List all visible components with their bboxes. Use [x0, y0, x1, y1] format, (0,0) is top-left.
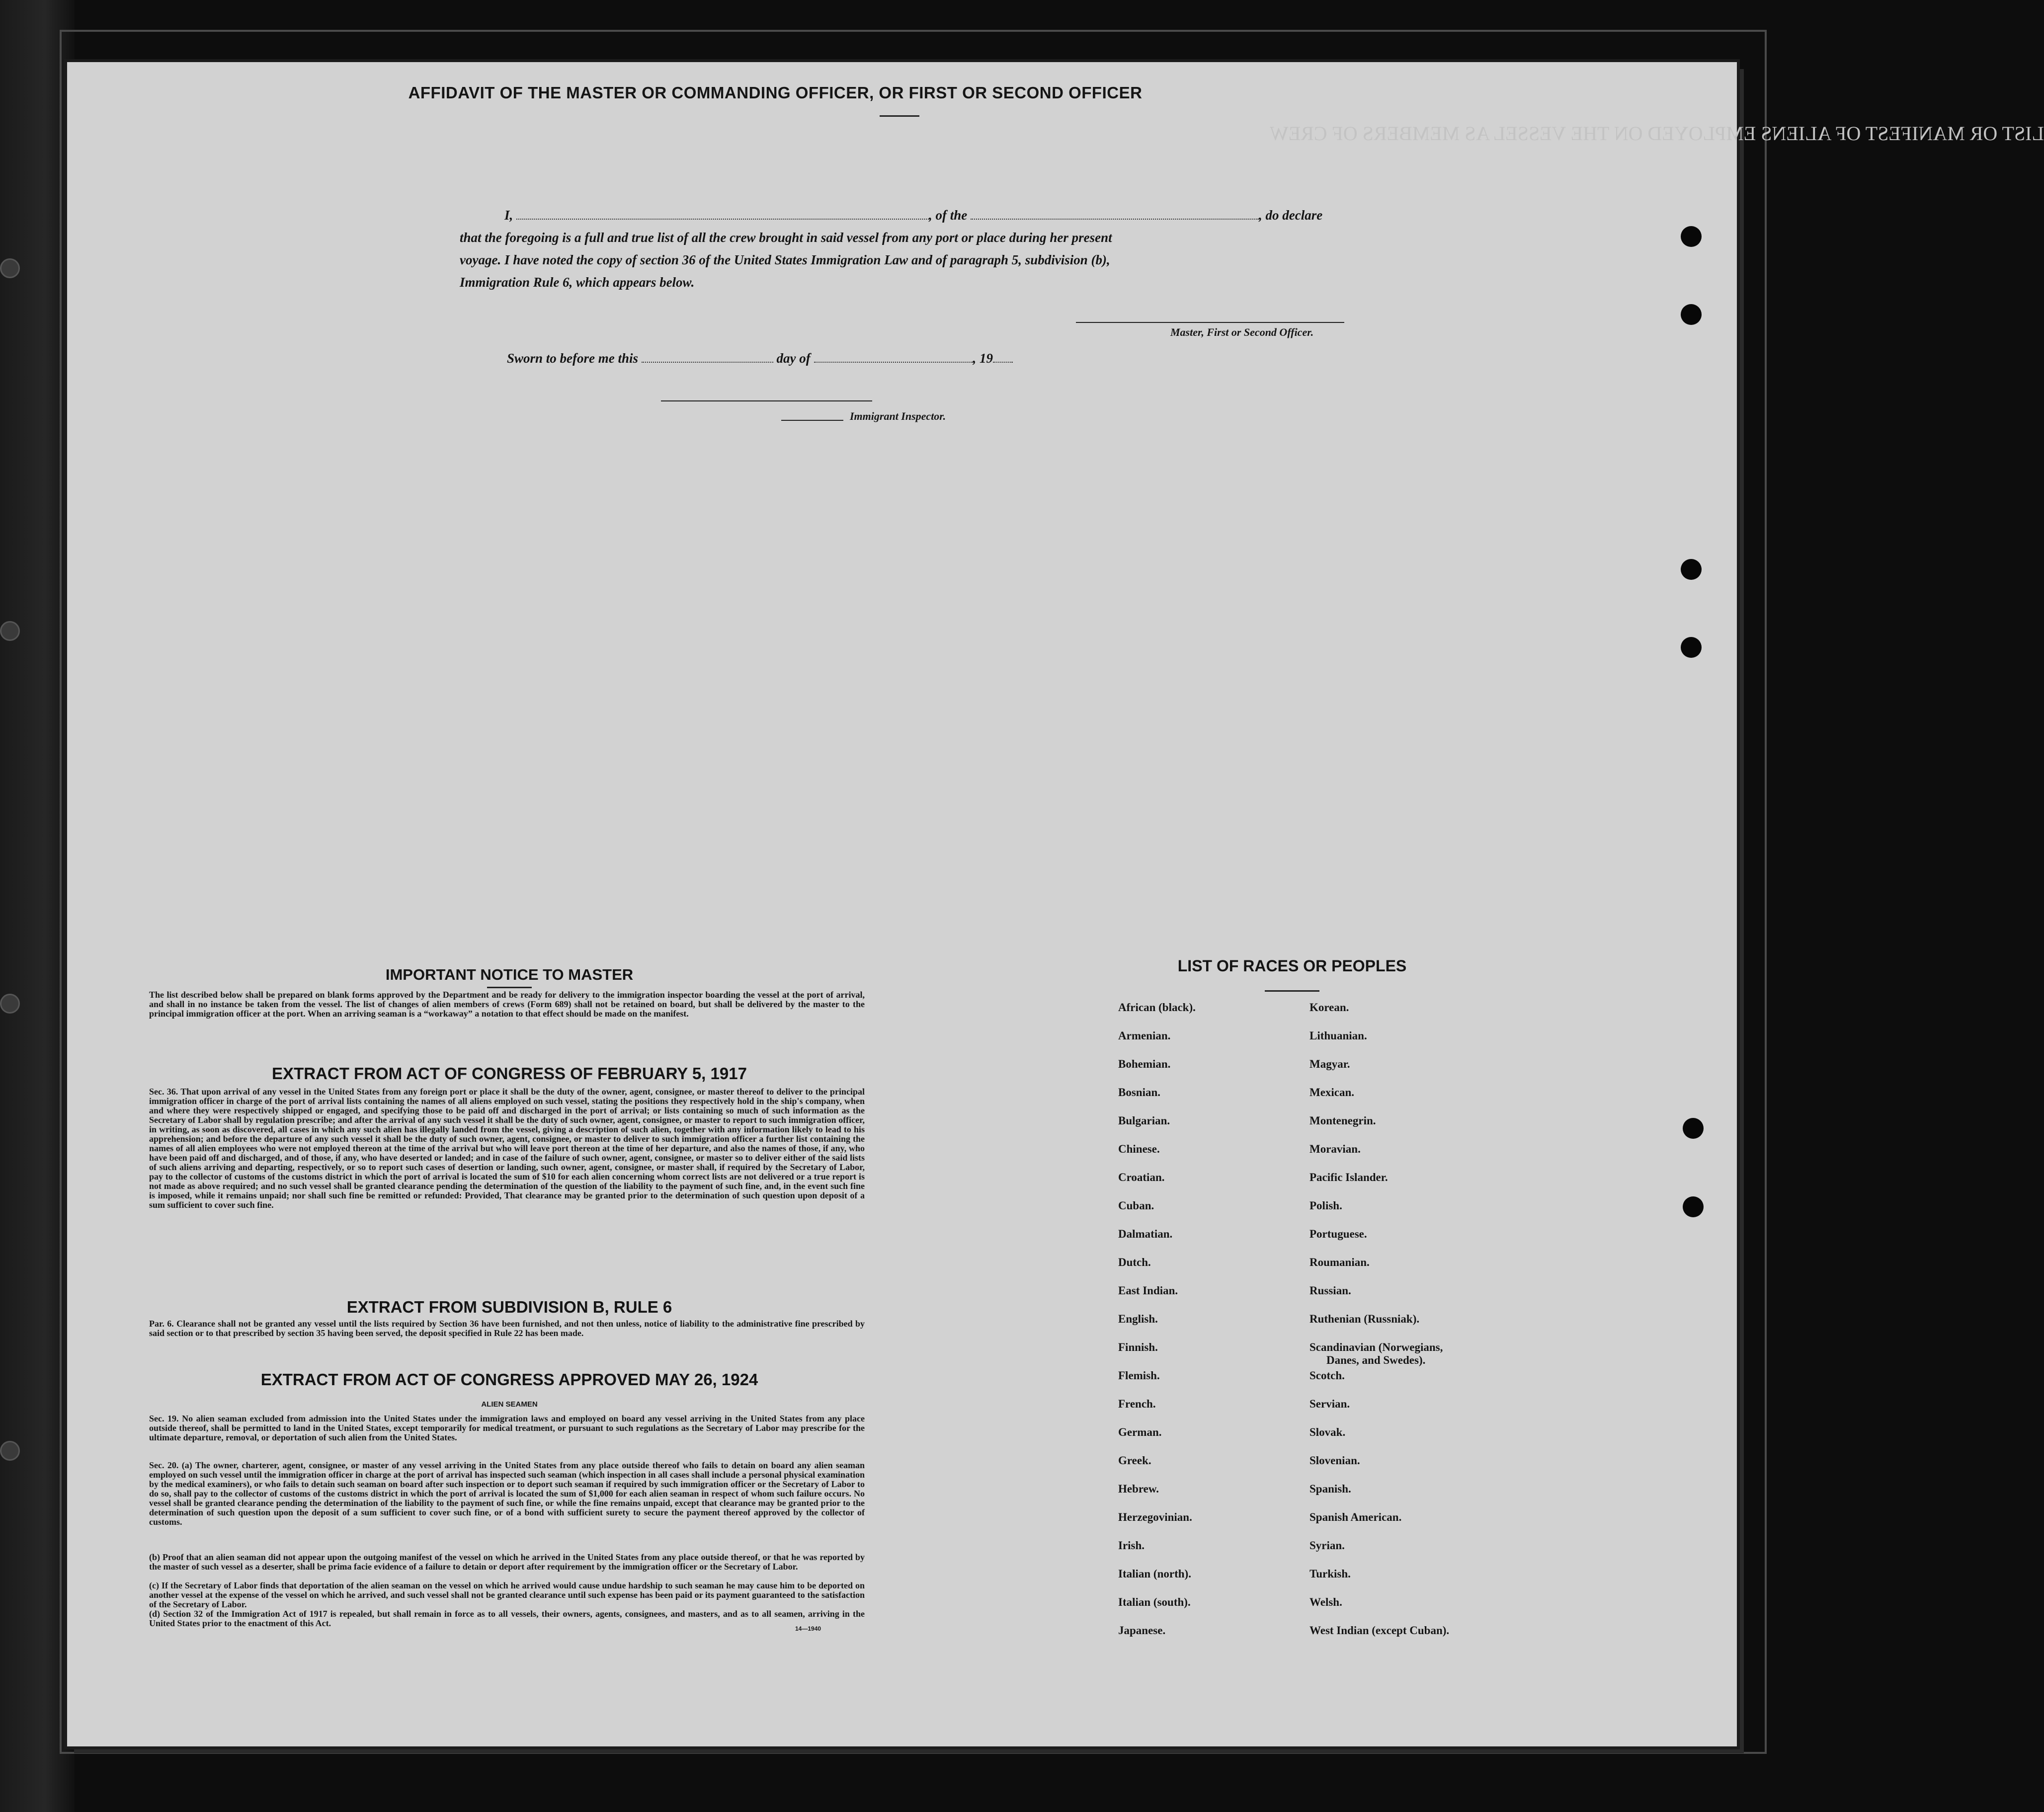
race-item: Spanish.	[1309, 1483, 1351, 1495]
races-rule	[1265, 990, 1319, 992]
alien-seamen-caption: ALIEN SEAMEN	[481, 1400, 538, 1409]
extract-1917-text: Sec. 36. That upon arrival of any vessel in the United States from any foreign port or place it shall be the duty of the owner, agent, consignee, or master thereof to deliver to the principal immigration officer in charge of the port of arrival lists containing the names of all aliens employed on such vessel, stating the positions they respectively hold in the ship's company, when and where they were respectively shipped or engaged, and specifying those to be paid off and discharged in the port of arrival; or lists containing so much of such information as the Secretary of Labor shall by regulation prescribe; and after the arrival of any such vessel it shall be the duty of such owner, agent, consignee, or master to report to such immigration officer, in writing, as soon as discovered, all cases in which any such alien has illegally landed from the vessel, giving a description of such alien, together with any information likely to lead to his apprehension; and before the departure of any such vessel it shall be the duty of such owner, agent, consignee, or master to deliver to such immigration officer a further list containing the names of all alien employees who were not employed thereon at the time of the arrival but who will leave port thereon at the time of her departure, and also the names of those, if any, who have been paid off and discharged, and of those, if any, who have deserted or landed; and in case of the failure of such owner, agent, consignee, or master so to deliver either of the said lists of such aliens arriving and departing, respectively, or so to report such cases of desertion or landing, such owner, agent, consignee, or master shall, if required by the Secretary of Labor, pay to the collector of customs of the customs district in which the port of arrival is located the sum of $10 for each alien concerning whom correct lists are not delivered or a true report is not made as above required; and no such vessel shall be granted clearance pending the determination of the question of the liability to the payment of such fine, and, in the event such fine is imposed, while it remains unpaid; nor shall such fine be remitted or refunded: Provided, That clearance may be granted prior to the determination of such question upon deposit of a sum sufficient to cover such fine.	[149, 1087, 865, 1210]
race-item: Croatian.	[1118, 1171, 1165, 1183]
binder-hole	[0, 994, 20, 1014]
race-item: Mexican.	[1309, 1086, 1355, 1099]
day-of-label: day of	[776, 351, 811, 366]
extract-1924-sec20c: (c) If the Secretary of Labor finds that deportation of the alien seaman on the vessel on which he arrived would cause undue hardship to such seaman he may cause him to be deported on another vessel at the expense of the vessel on which he arrived, and such vessel shall not be granted clearance until such expense has been paid or its payment guaranteed to the satisfaction of the Secretary of Labor.	[149, 1580, 865, 1609]
race-item: Dutch.	[1118, 1256, 1151, 1268]
title-rule	[880, 115, 919, 117]
notice-title: IMPORTANT NOTICE TO MASTER	[385, 966, 634, 983]
race-item: Lithuanian.	[1309, 1029, 1367, 1042]
race-item: East Indian.	[1118, 1284, 1178, 1297]
race-item: Armenian.	[1118, 1029, 1171, 1042]
race-item: French.	[1118, 1398, 1156, 1410]
bleed-through-text: LIST OR MANIFEST OF ALIENS EMPLOYED ON THE VESSEL AS MEMBERS OF CREW	[1270, 122, 2044, 145]
extract-rule6-title: EXTRACT FROM SUBDIVISION B, RULE 6	[346, 1298, 672, 1316]
races-right-column	[1309, 1001, 1449, 1653]
punch-hole	[1681, 304, 1702, 325]
inspector-signature-line-short[interactable]	[781, 420, 843, 421]
race-item: Roumanian.	[1309, 1256, 1370, 1268]
race-item: Russian.	[1309, 1284, 1351, 1297]
master-signature-line[interactable]	[1076, 322, 1344, 323]
race-item: Bosnian.	[1118, 1086, 1161, 1099]
race-item: Herzegovinian.	[1118, 1511, 1192, 1523]
affidavit-i: I,	[504, 208, 513, 223]
punch-hole	[1683, 1196, 1704, 1217]
extract-rule6-text: Par. 6. Clearance shall not be granted any vessel until the lists required by Section 36 have been furnished, and not then unless, notice of liability to the administrative fine prescribed by said section or to that prescribed by section 35 having been served, the deposit specified in Rule 22 has been made.	[149, 1319, 865, 1338]
extract-1917-title: EXTRACT FROM ACT OF CONGRESS OF FEBRUARY 5, 1917	[272, 1064, 747, 1083]
inspector-signature-line[interactable]	[661, 400, 872, 401]
affidavit-line-3: voyage. I have noted the copy of section 36 of the United States Immigration Law and of paragraph 5, subdivision (b),	[460, 252, 1110, 267]
sworn-year-blank[interactable]	[993, 362, 1013, 363]
notice-rule	[487, 987, 532, 988]
affidavit-of-the: , of the	[929, 208, 968, 223]
affidavit-title: AFFIDAVIT OF THE MASTER OR COMMANDING OFFICER, OR FIRST OR SECOND OFFICER	[408, 83, 1143, 102]
race-item: Syrian.	[1309, 1539, 1345, 1552]
race-item: African (black).	[1118, 1001, 1196, 1014]
race-item: Spanish American.	[1309, 1511, 1402, 1523]
race-item: Bulgarian.	[1118, 1114, 1170, 1127]
races-title: LIST OF RACES OR PEOPLES	[1177, 957, 1407, 975]
affidavit-line-1	[504, 208, 1322, 223]
race-item: Hebrew.	[1118, 1483, 1159, 1495]
sworn-day-blank[interactable]	[642, 362, 773, 363]
race-item: Servian.	[1309, 1398, 1350, 1410]
race-item: Dalmatian.	[1118, 1228, 1173, 1240]
race-item: Korean.	[1309, 1001, 1349, 1014]
extract-1924-title: EXTRACT FROM ACT OF CONGRESS APPROVED MAY 26, 1924	[260, 1370, 758, 1389]
race-item: Greek.	[1118, 1454, 1151, 1467]
affidavit-line-4: Immigration Rule 6, which appears below.	[460, 275, 695, 290]
year-prefix: , 19	[973, 351, 993, 366]
race-item: Slovenian.	[1309, 1454, 1360, 1467]
punch-hole	[1681, 637, 1702, 658]
race-item: Bohemian.	[1118, 1058, 1171, 1070]
vessel-blank[interactable]	[971, 219, 1259, 220]
extract-1924-sec19: Sec. 19. No alien seaman excluded from admission into the United States under the immigration laws and employed on board any vessel arriving in the United States from any place outside thereof, shall be permitted to land in the United States, except temporarily for medical treatment, or pursuant to such regulations as the Secretary of Labor may prescribe for the ultimate departure, removal, or deportation of such alien from the United States.	[149, 1414, 865, 1442]
race-item: Portuguese.	[1309, 1228, 1367, 1240]
affidavit-line-2: that the foregoing is a full and true list of all the crew brought in said vessel from any port or place during her present	[460, 230, 1112, 245]
race-item: Polish.	[1309, 1199, 1342, 1212]
punch-hole	[1681, 226, 1702, 247]
race-item: Scandinavian (Norwegians, Danes, and Swedes).	[1309, 1341, 1443, 1366]
inspector-label: Immigrant Inspector.	[850, 410, 946, 422]
race-item: Flemish.	[1118, 1369, 1160, 1382]
race-item: Turkish.	[1309, 1568, 1351, 1580]
sworn-line	[507, 351, 1013, 366]
race-item: German.	[1118, 1426, 1162, 1438]
extract-1924-sec20a: Sec. 20. (a) The owner, charterer, agent, consignee, or master of any vessel arriving in the United States from any place outside thereof who fails to detain on board any alien seaman employed on such vessel until the immigration officer in charge at the port of arrival has inspected such seaman (which inspection in all cases shall include a personal physical examination by the medical examiners), or who fails to detain such seaman on board after such inspection or to deport such seaman if required by such immigration officer or the Secretary of Labor to do so, shall pay to the collector of customs of the customs district in which the port of arrival is located the sum of $1,000 for each alien seaman in respect of whom such failure occurs. No vessel shall be granted clearance pending the determination of the liability to the payment of such fine, or while the fine remains unpaid, except that clearance may be granted prior to the determination of such question upon the deposit of a sum sufficient to cover such fine, or of a bond with sufficient surety to secure the payment thereof approved by the collector of customs.	[149, 1460, 865, 1527]
race-item: Magyar.	[1309, 1058, 1350, 1070]
races-left-column	[1118, 1001, 1196, 1653]
punch-hole	[1681, 559, 1702, 580]
race-item: English.	[1118, 1313, 1158, 1325]
race-item: Cuban.	[1118, 1199, 1154, 1212]
race-item: Scotch.	[1309, 1369, 1345, 1382]
extract-1924-sec20d: (d) Section 32 of the Immigration Act of 1917 is repealed, but shall remain in force as to all vessels, their owners, agents, consignees, and masters, and as to all seamen, arriving in the United States prior to the enactment of this Act.	[149, 1609, 865, 1628]
sworn-label: Sworn to before me this	[507, 351, 639, 366]
race-item: Italian (north).	[1118, 1568, 1191, 1580]
race-item: Finnish.	[1118, 1341, 1158, 1353]
binder-hole	[0, 1441, 20, 1461]
race-item: Chinese.	[1118, 1143, 1160, 1155]
extract-1924-sec20b: (b) Proof that an alien seaman did not appear upon the outgoing manifest of the vessel on which he arrived in the United States from any place outside thereof, or that he was reported by the master of such vessel as a deserter, shall be prima facie evidence of a failure to detain or deport after requirement by the immigration officer or the Secretary of Labor.	[149, 1552, 865, 1572]
race-item: Italian (south).	[1118, 1596, 1191, 1608]
race-item: Welsh.	[1309, 1596, 1342, 1608]
race-item: Pacific Islander.	[1309, 1171, 1388, 1183]
race-item: Irish.	[1118, 1539, 1145, 1552]
form-number: 14—1940	[795, 1625, 821, 1632]
binder-hole	[0, 621, 20, 641]
race-item: Japanese.	[1118, 1624, 1166, 1637]
notice-text: The list described below shall be prepared on blank forms approved by the Department and be ready for delivery to the immigration inspector boarding the vessel at the port of arrival, and shall in no instance be taken from the vessel. The list of changes of alien members of crews (Form 689) shall not be retained on board, but shall be delivered by the master to the principal immigration officer at the port. When an arriving seaman is a “workaway” a notation to that effect should be made on the manifest.	[149, 990, 865, 1019]
race-item: Montenegrin.	[1309, 1114, 1376, 1127]
punch-hole	[1683, 1118, 1704, 1139]
race-item: Moravian.	[1309, 1143, 1361, 1155]
sworn-month-blank[interactable]	[814, 362, 973, 363]
master-label: Master, First or Second Officer.	[1170, 326, 1314, 338]
race-item: Ruthenian (Russniak).	[1309, 1313, 1420, 1325]
race-item: West Indian (except Cuban).	[1309, 1624, 1450, 1637]
race-item: Slovak.	[1309, 1426, 1346, 1438]
affidavit-declare: , do declare	[1259, 208, 1323, 223]
name-blank[interactable]	[516, 219, 929, 220]
binder-hole	[0, 258, 20, 278]
